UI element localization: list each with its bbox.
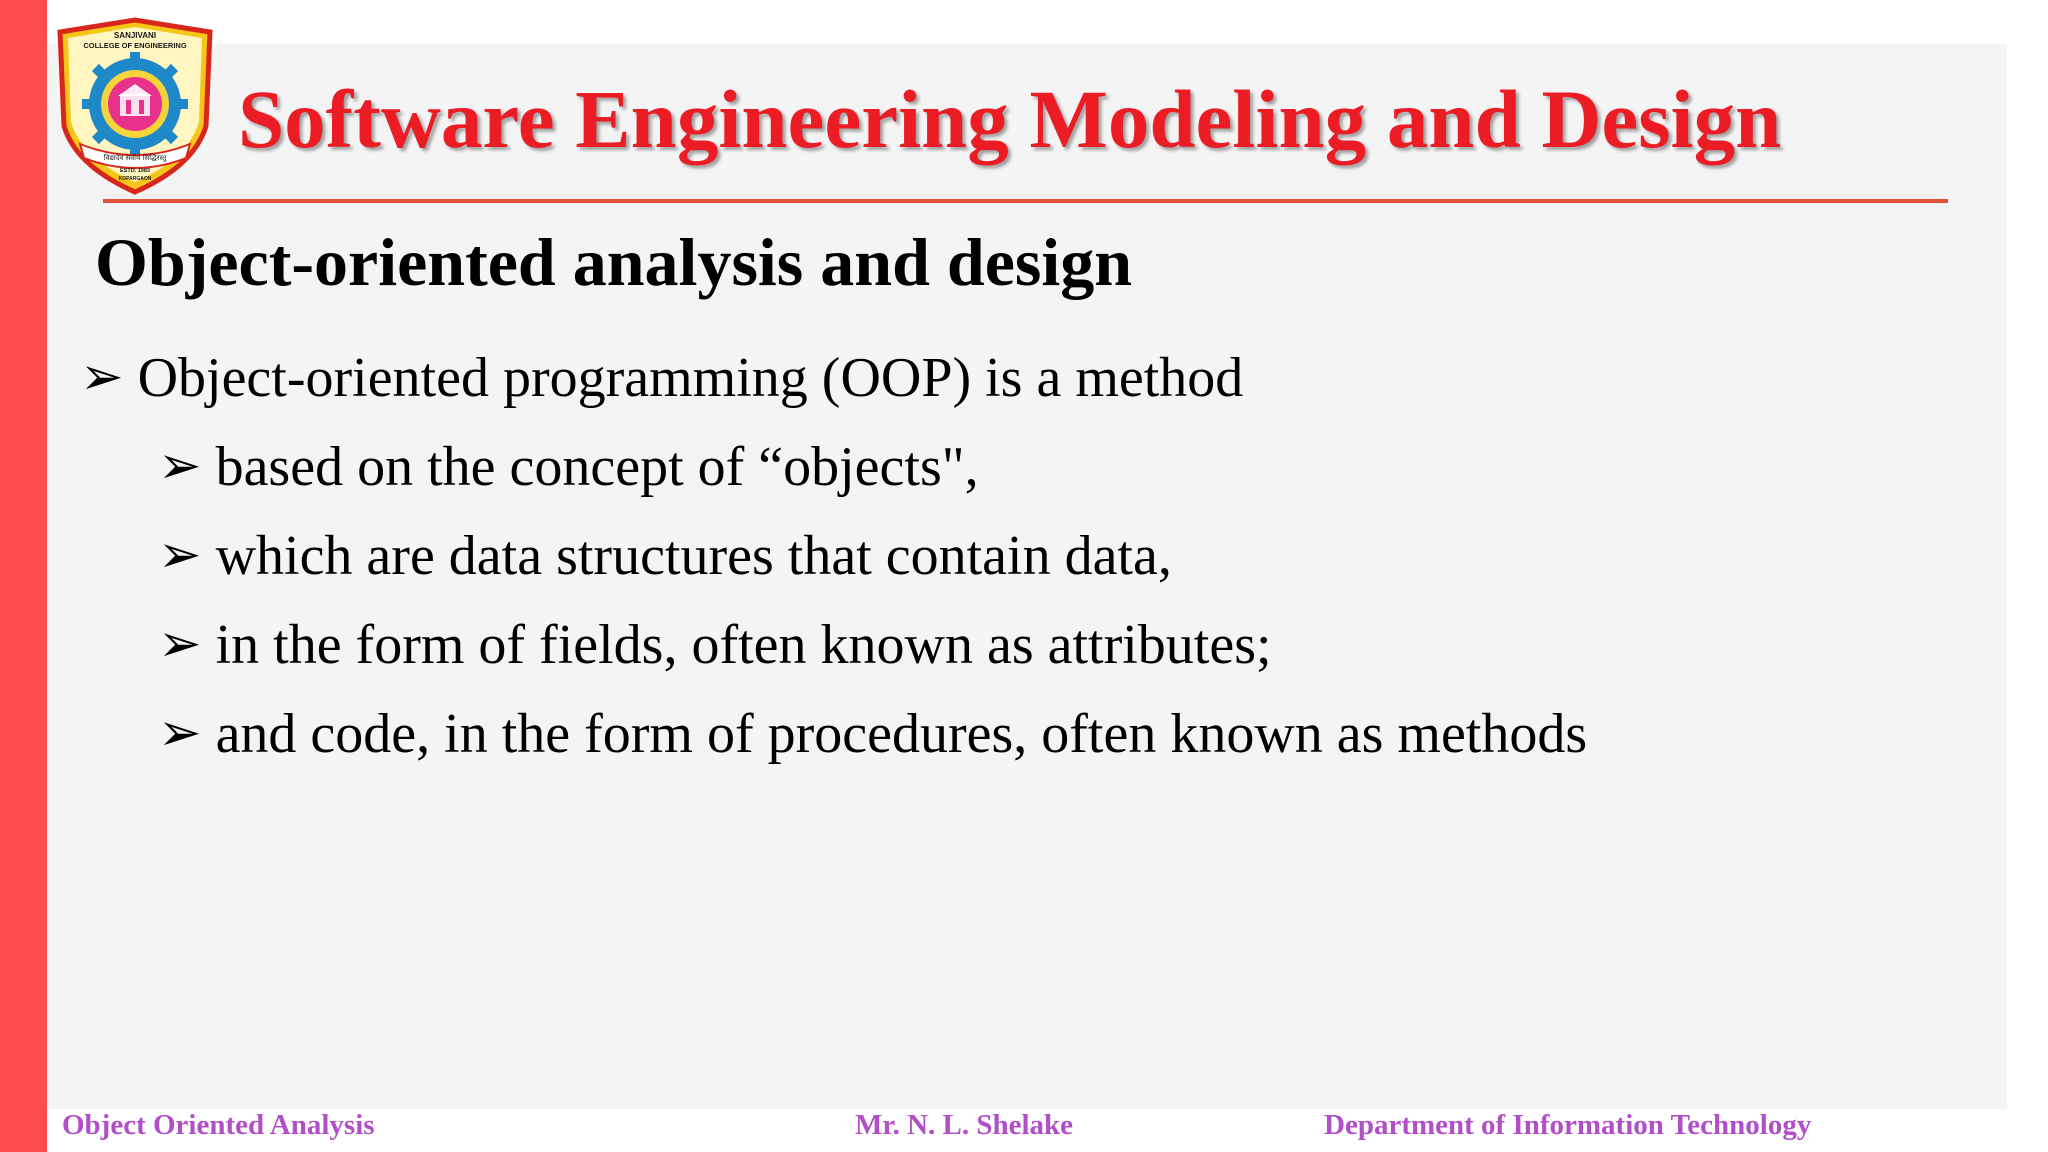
title-divider — [103, 199, 1948, 203]
footer-course: Object Oriented Analysis — [62, 1109, 375, 1141]
logo-line1: SANJIVANI — [113, 31, 157, 40]
slide-subtitle: Object-oriented analysis and design — [95, 224, 1133, 300]
bullet-text: which are data structures that contain data, — [215, 525, 1172, 587]
footer-author: Mr. N. L. Shelake — [855, 1109, 1074, 1141]
bullet-arrow-icon: ➢ — [158, 438, 202, 495]
left-accent-bar — [0, 0, 47, 1152]
bullet-text: in the form of fields, often known as attributes; — [215, 614, 1272, 676]
bullet-item — [158, 614, 1272, 676]
bullet-arrow-icon: ➢ — [80, 349, 124, 406]
bullet-item — [80, 347, 1244, 409]
college-crest-icon — [54, 16, 216, 196]
logo-place: KOPARGAON — [118, 176, 152, 182]
logo-motto: विद्यादेव सर्वार्थ सिद्धिरस्तु — [103, 154, 167, 162]
bullet-text: Object-oriented programming (OOP) is a method — [137, 347, 1244, 409]
bullet-arrow-icon: ➢ — [158, 705, 202, 762]
bullet-item — [158, 525, 1172, 587]
logo-estd: ESTD. 1983 — [120, 168, 150, 174]
bullet-arrow-icon: ➢ — [158, 527, 202, 584]
bullet-item — [158, 703, 1588, 765]
slide-title: Software Engineering Modeling and Design — [238, 73, 1782, 165]
bullet-text: based on the concept of “objects", — [215, 436, 979, 498]
bullet-text: and code, in the form of procedures, often known as methods — [215, 703, 1588, 765]
logo-line2: COLLEGE OF ENGINEERING — [83, 41, 187, 50]
footer-department: Department of Information Technology — [1324, 1109, 1812, 1141]
bullet-item — [158, 436, 979, 498]
bullet-arrow-icon: ➢ — [158, 616, 202, 673]
